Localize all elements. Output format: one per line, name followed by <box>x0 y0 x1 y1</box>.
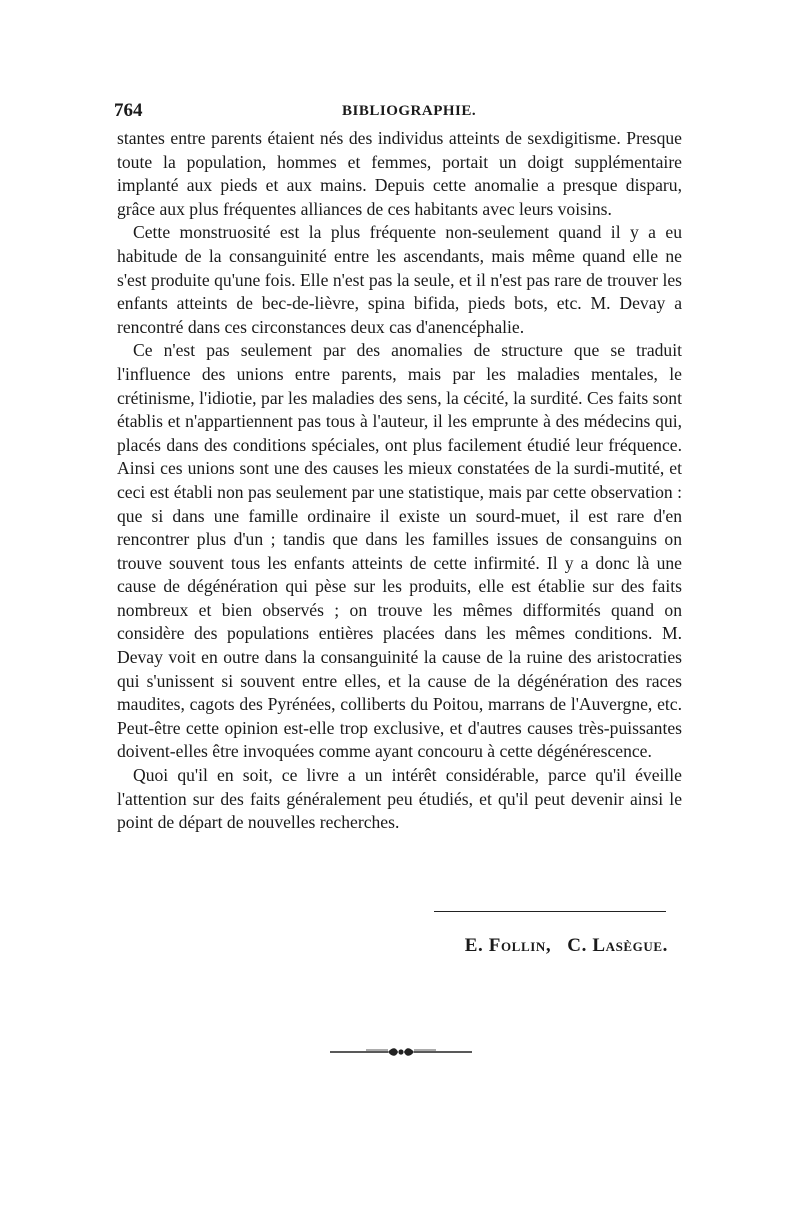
paragraph-2: Cette monstruosité est la plus fréquente non-seulement quand il y a eu habitude de la consanguinité entre les ascendants, mais même quand elle ne s'est produite qu'une fois. Elle n'est pas la seule, et il n'est pas rare de trouver les enfants atteints de bec-de-lièvre, spina bifida, pieds bots, etc. M. Devay a rencontré dans ces circonstances deux cas d'anencéphalie. <box>117 222 682 337</box>
paragraph-3: Ce n'est pas seulement par des anomalies de structure que se traduit l'influence des unions entre parents, mais par les maladies mentales, le crétinisme, l'idiotie, par les maladies des sens, la cécité, la surdité. Ces faits sont établis et n'appartiennent pas tous à l'auteur, il les emprunte à des médecins qui, placés dans des conditions spéciales, ont plus facilement étudié leur fréquence. Ainsi ces unions sont une des causes les mieux constatées de la surdi-mutité, et ceci est établi non pas seulement par une statistique, mais par cette observation : que si dans une famille ordinaire il existe un sourd-muet, il est rare d'en rencontrer plus d'un ; tandis que dans les familles issues de consanguins on trouve souvent tous les enfants atteints de cette infirmité. Il y a donc là une cause de dégénération qui pèse sur les produits, elle est établie sur des faits nombreux et bien observés ; on trouve les mêmes difformités quand on considère des populations entières placées dans les mêmes conditions. M. Devay voit en outre dans la consanguinité la cause de la ruine des aristocraties qui s'unissent si souvent entre elles, et la cause de la dégénération des races maudites, cagots des Pyrénées, colliberts du Poitou, marrans de l'Auvergne, etc. Peut-être cette opinion est-elle trop exclusive, et d'autres causes très-puissantes doivent-elles être invoquées comme ayant concouru à cette dégénérescence. <box>117 340 682 762</box>
author-signature <box>300 935 668 957</box>
article-body <box>117 127 682 835</box>
page-header <box>114 100 674 126</box>
tailpiece-ornament-icon <box>326 1046 476 1058</box>
author1-initial: E. <box>464 935 484 956</box>
signature-rule <box>434 911 666 912</box>
running-title: BIBLIOGRAPHIE. <box>342 103 477 119</box>
author1-name: Follin, <box>488 935 552 956</box>
paragraph-1: stantes entre parents étaient nés des individus atteints de sexdigitisme. Presque toute la population, hommes et femmes, portait un doigt supplémentaire implanté aux pieds et aux mains. Depuis cette anomalie a presque disparu, grâce aux plus fréquentes alliances de ces habitants avec leurs voisins. <box>117 128 682 219</box>
author2-name: Lasègue. <box>592 935 668 956</box>
paragraph-4: Quoi qu'il en soit, ce livre a un intérêt considérable, parce qu'il éveille l'attention sur des faits généralement peu étudiés, et qu'il peut devenir ainsi le point de départ de nouvelles recherches. <box>117 765 682 833</box>
author2-initial: C. <box>567 935 587 956</box>
page-number: 764 <box>114 100 143 121</box>
